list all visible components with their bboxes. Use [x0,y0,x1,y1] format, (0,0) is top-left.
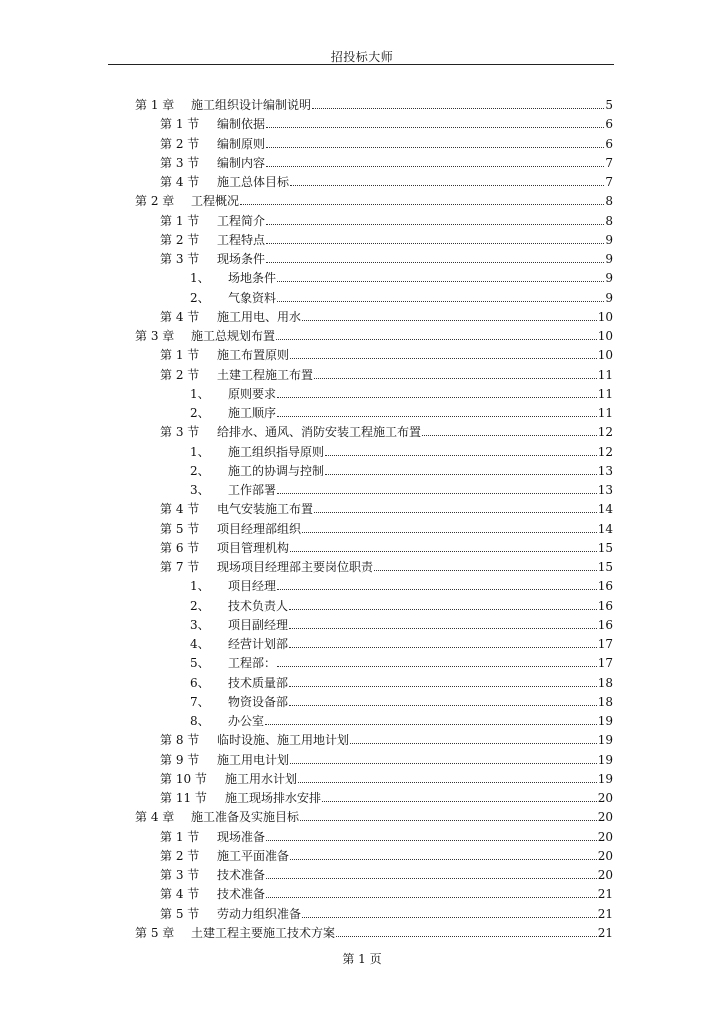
toc-entry-number: 第 5 节 [160,906,200,921]
toc-entry-number: 2、 [190,290,210,305]
toc-section-entry[interactable] [160,729,613,747]
toc-page-number: 21 [597,925,613,940]
toc-dot-leader [277,588,597,590]
toc-page-number: 9 [605,232,613,247]
toc-entry-title: 临时设施、施工用地计划 [217,733,350,748]
toc-dot-leader [290,550,597,552]
toc-subsection-entry[interactable] [190,479,613,497]
toc-chapter-entry[interactable] [135,922,613,940]
toc-dot-leader [266,877,597,879]
toc-dot-leader [266,146,604,148]
toc-page-number: 21 [597,887,613,902]
toc-section-entry[interactable] [160,133,613,151]
toc-page-number: 18 [597,675,613,690]
toc-dot-leader [422,434,597,436]
toc-entry-number: 8、 [190,714,210,728]
toc-page-number: 19 [597,714,613,728]
toc-section-entry[interactable] [160,152,613,170]
toc-dot-leader [277,280,604,282]
toc-entry-number: 第 6 节 [160,540,200,555]
toc-entry-number: 第 10 节 [160,771,207,786]
toc-section-entry[interactable] [160,306,613,324]
toc-page-number: 9 [605,271,613,286]
toc-entry-number: 第 3 节 [160,155,200,170]
toc-page-number: 11 [597,386,613,401]
toc-dot-leader [266,126,604,128]
toc-subsection-entry[interactable] [190,595,613,613]
toc-page-number: 19 [597,752,613,767]
toc-page-number: 20 [597,848,613,863]
toc-entry-title: 施工用电计划 [217,752,290,767]
toc-entry-title: 施工用电、用水 [217,309,302,324]
toc-page-number: 13 [597,463,613,478]
toc-subsection-entry[interactable] [190,267,613,285]
toc-page-number: 20 [597,829,613,844]
toc-dot-leader [314,511,597,513]
toc-subsection-entry[interactable] [190,383,613,401]
toc-page-number: 9 [605,290,613,305]
toc-dot-leader [374,569,597,571]
toc-chapter-entry[interactable] [135,806,613,824]
toc-entry-title: 施工总体目标 [217,175,290,189]
toc-dot-leader [240,203,604,205]
toc-dot-leader [302,916,597,918]
toc-entry-title: 项目经理部组织 [217,521,302,536]
toc-page-number: 18 [597,694,613,709]
toc-section-entry[interactable] [160,113,613,131]
toc-entry-number: 第 1 章 [135,98,175,112]
toc-dot-leader [277,300,604,302]
toc-page-number: 7 [605,175,613,189]
toc-dot-leader [289,685,597,687]
toc-entry-number: 第 2 节 [160,848,200,863]
toc-entry-number: 4、 [190,637,210,651]
toc-entry-title: 施工用水计划 [225,771,298,786]
toc-page-number: 10 [597,309,613,324]
toc-entry-title: 项目管理机构 [217,540,290,555]
toc-entry-title: 工作部署 [228,483,277,497]
toc-subsection-entry[interactable] [190,710,613,728]
toc-subsection-entry[interactable] [190,633,613,651]
toc-dot-leader [289,704,597,706]
toc-entry-title: 原则要求 [228,386,277,401]
toc-entry-title: 施工的协调与控制 [228,463,325,478]
toc-dot-leader [265,723,597,725]
toc-page-number: 12 [597,444,613,459]
toc-dot-leader [266,242,604,244]
toc-entry-number: 第 7 节 [160,560,200,574]
toc-section-entry[interactable] [160,248,613,266]
toc-subsection-entry[interactable] [190,575,613,593]
toc-dot-leader [290,762,597,764]
toc-section-entry[interactable] [160,845,613,863]
toc-entry-number: 第 2 节 [160,136,200,151]
toc-section-entry[interactable] [160,768,613,786]
toc-dot-leader [290,858,597,860]
toc-page-number: 8 [605,194,613,209]
toc-dot-leader [302,531,597,533]
toc-section-entry[interactable] [160,864,613,882]
toc-chapter-entry[interactable] [135,325,613,343]
toc-entry-number: 第 3 章 [135,329,175,343]
toc-entry-number: 7、 [190,694,210,709]
toc-subsection-entry[interactable] [190,441,613,459]
toc-dot-leader [325,473,597,475]
toc-chapter-entry[interactable] [135,190,613,208]
toc-entry-title: 编制原则 [217,136,266,151]
toc-page-number: 17 [597,656,613,671]
toc-dot-leader [289,608,597,610]
toc-entry-number: 第 1 节 [160,213,200,228]
toc-entry-number: 第 2 节 [160,367,200,382]
toc-entry-number: 第 3 节 [160,425,200,440]
toc-dot-leader [277,396,597,398]
toc-page-number: 19 [597,771,613,786]
toc-dot-leader [312,107,604,109]
toc-dot-leader [298,781,597,783]
toc-page-number: 14 [597,502,613,517]
page-footer-number: 第 1 页 [342,952,382,966]
toc-dot-leader [322,800,597,802]
toc-section-entry[interactable] [160,210,613,228]
toc-entry-number: 1、 [190,579,210,594]
toc-page-number: 11 [597,367,613,382]
toc-dot-leader [302,319,597,321]
toc-section-entry[interactable] [160,364,613,382]
toc-page-number: 10 [597,329,613,343]
toc-entry-title: 现场项目经理部主要岗位职责 [217,560,374,574]
toc-entry-number: 第 8 节 [160,733,200,748]
toc-subsection-entry[interactable] [190,402,613,420]
toc-page-number: 6 [605,136,613,151]
toc-subsection-entry[interactable] [190,691,613,709]
toc-entry-title: 项目副经理 [228,617,289,632]
toc-entry-title: 办公室 [228,714,265,728]
toc-dot-leader [290,357,597,359]
toc-entry-number: 第 4 节 [160,309,200,324]
toc-dot-leader [300,819,597,821]
toc-page-number: 17 [597,637,613,651]
toc-page-number: 21 [597,906,613,921]
toc-page-number: 19 [597,733,613,748]
toc-subsection-entry[interactable] [190,614,613,632]
toc-page-number: 10 [597,348,613,363]
toc-entry-title: 工程部： [228,656,277,671]
toc-entry-number: 1、 [190,386,210,401]
toc-entry-number: 2、 [190,598,210,613]
toc-entry-title: 施工准备及实施目标 [191,810,300,825]
toc-entry-number: 2、 [190,463,210,478]
toc-subsection-entry[interactable] [190,287,613,305]
toc-entry-title: 土建工程主要施工技术方案 [191,925,336,940]
toc-entry-title: 技术准备 [217,868,266,882]
toc-page-number: 20 [597,791,613,805]
toc-entry-number: 第 5 章 [135,925,175,940]
toc-dot-leader [277,492,597,494]
toc-dot-leader [277,415,597,417]
toc-page-number: 12 [597,425,613,440]
toc-subsection-entry[interactable] [190,652,613,670]
toc-entry-title: 施工平面准备 [217,848,290,863]
toc-page-number: 8 [605,213,613,228]
toc-section-entry[interactable] [160,344,613,362]
toc-entry-number: 1、 [190,271,210,286]
toc-entry-number: 第 3 节 [160,868,200,882]
toc-entry-number: 第 4 章 [135,810,175,825]
toc-entry-number: 第 1 节 [160,829,200,844]
toc-page-number: 11 [597,406,613,420]
toc-dot-leader [276,338,597,340]
toc-entry-number: 第 11 节 [160,791,207,805]
toc-entry-title: 劳动力组织准备 [217,906,302,921]
toc-entry-title: 场地条件 [228,271,277,286]
toc-chapter-entry[interactable] [135,94,613,112]
toc-entry-title: 经营计划部 [228,637,289,651]
toc-entry-title: 工程简介 [217,213,266,228]
toc-entry-title: 施工顺序 [228,406,277,420]
toc-page-number: 7 [605,155,613,170]
toc-section-entry[interactable] [160,826,613,844]
toc-entry-number: 6、 [190,675,210,690]
toc-entry-title: 技术负责人 [228,598,289,613]
toc-entry-number: 第 1 节 [160,348,200,363]
page-header-title: 招投标大师 [330,50,394,64]
toc-entry-number: 第 4 节 [160,887,200,902]
toc-page-number: 16 [597,598,613,613]
toc-entry-title: 施工布置原则 [217,348,290,363]
toc-entry-title: 施工组织指导原则 [228,444,325,459]
toc-page-number: 15 [597,540,613,555]
toc-page-number: 14 [597,521,613,536]
toc-section-entry[interactable] [160,787,613,805]
toc-page-number: 16 [597,617,613,632]
toc-section-entry[interactable] [160,421,613,439]
toc-page-number: 13 [597,483,613,497]
toc-entry-title: 工程特点 [217,232,266,247]
toc-section-entry[interactable] [160,903,613,921]
toc-dot-leader [290,184,604,186]
toc-entry-title: 技术质量部 [228,675,289,690]
toc-dot-leader [314,377,597,379]
toc-dot-leader [350,742,597,744]
toc-dot-leader [289,646,597,648]
toc-section-entry[interactable] [160,171,613,189]
toc-entry-number: 第 2 节 [160,232,200,247]
toc-page-number: 5 [605,98,613,112]
toc-entry-number: 第 2 章 [135,194,175,209]
toc-entry-title: 物资设备部 [228,694,289,709]
toc-entry-number: 3、 [190,483,210,497]
toc-dot-leader [266,223,604,225]
toc-entry-title: 施工总规划布置 [191,329,276,343]
toc-entry-title: 气象资料 [228,290,277,305]
toc-page-number: 16 [597,579,613,594]
toc-entry-number: 第 5 节 [160,521,200,536]
toc-section-entry[interactable] [160,749,613,767]
toc-dot-leader [266,261,604,263]
toc-entry-title: 给排水、通风、消防安装工程施工布置 [217,425,422,440]
toc-entry-title: 编制内容 [217,155,266,170]
toc-section-entry[interactable] [160,883,613,901]
toc-entry-title: 现场准备 [217,829,266,844]
toc-entry-title: 土建工程施工布置 [217,367,314,382]
toc-dot-leader [266,165,604,167]
toc-entry-number: 1、 [190,444,210,459]
toc-entry-number: 第 3 节 [160,252,200,266]
toc-section-entry[interactable] [160,556,613,574]
toc-entry-number: 5、 [190,656,210,671]
toc-entry-title: 电气安装施工布置 [217,502,314,517]
toc-page-number: 15 [597,560,613,574]
toc-entry-title: 现场条件 [217,252,266,266]
toc-dot-leader [277,665,597,667]
toc-entry-number: 2、 [190,406,210,420]
toc-subsection-entry[interactable] [190,460,613,478]
toc-entry-number: 第 1 节 [160,117,200,132]
toc-dot-leader [325,454,597,456]
toc-page-number: 20 [597,868,613,882]
toc-entry-title: 项目经理 [228,579,277,594]
toc-entry-title: 技术准备 [217,887,266,902]
toc-page-number: 6 [605,117,613,132]
toc-page-number: 20 [597,810,613,825]
toc-entry-number: 第 4 节 [160,175,200,189]
toc-dot-leader [336,935,597,937]
toc-entry-title: 工程概况 [191,194,240,209]
toc-dot-leader [266,896,597,898]
toc-subsection-entry[interactable] [190,672,613,690]
toc-page-number: 9 [605,252,613,266]
toc-dot-leader [289,627,597,629]
toc-entry-title: 施工组织设计编制说明 [191,98,312,112]
toc-dot-leader [266,839,597,841]
toc-entry-number: 第 4 节 [160,502,200,517]
toc-entry-title: 编制依据 [217,117,266,132]
toc-entry-title: 施工现场排水安排 [225,791,322,805]
toc-entry-number: 3、 [190,617,210,632]
toc-section-entry[interactable] [160,537,613,555]
toc-entry-number: 第 9 节 [160,752,200,767]
toc-section-entry[interactable] [160,518,613,536]
toc-section-entry[interactable] [160,498,613,516]
toc-section-entry[interactable] [160,229,613,247]
